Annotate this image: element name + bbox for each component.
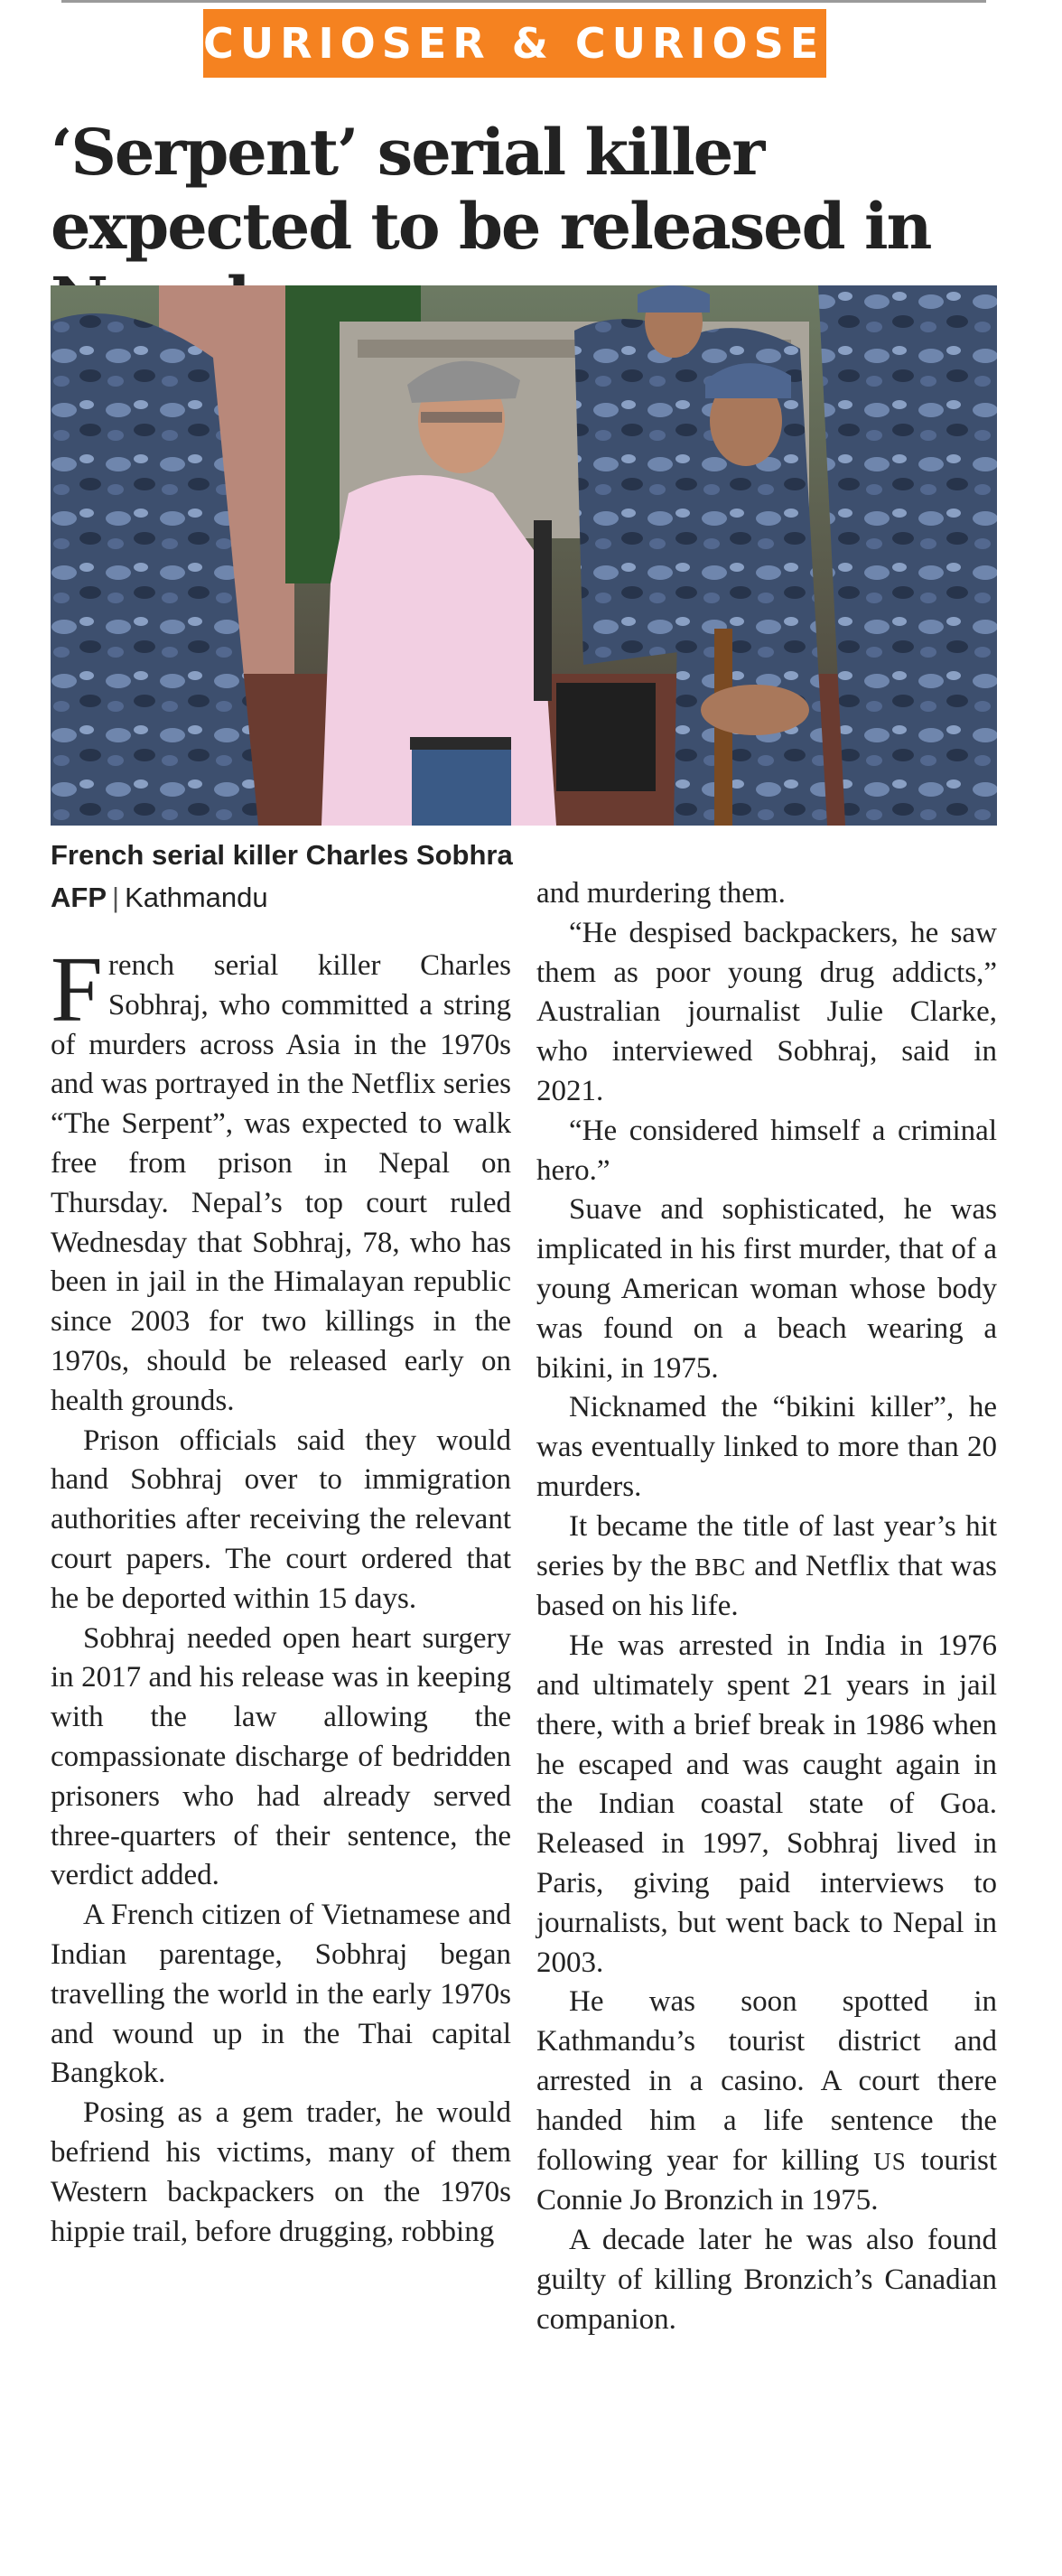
body-paragraph: Nicknamed the “bikini killer”, he was eventually linked to more than 20 murders. (536, 1391, 997, 1503)
bbc-abbreviation: BBC (694, 1553, 747, 1581)
body-paragraph: Sobhraj needed open heart surgery in 2017 and his release was in keeping with the law allowing the compassionate discharge of bedridden prisoners who had already served three-quarters of their sentence, the verdict added. (51, 1621, 511, 1892)
lead-paragraph-text: rench serial killer Charles Sobhraj, who committed a string of murders across Asia in the 1970s and was portrayed in the Netflix series “The Serpent”, was expected to walk free from prison in Nepal on Thursday. Nepal’s top court ruled Wednesday that Sobhraj, 78, who has been in jail in the Himalayan republic since 2003 for two killings in the 1970s, should be released early on health grounds. (51, 949, 511, 1417)
body-paragraph (536, 1983, 997, 2221)
lead-paragraph (51, 938, 511, 1422)
us-abbreviation: US (873, 2147, 907, 2175)
body-paragraph: “He considered himself a criminal hero.” (536, 1114, 997, 1187)
dropcap: F (51, 938, 103, 1041)
body-paragraph: A decade later he was also found guilty of killing Bronzich’s Canadian companion. (536, 2224, 997, 2336)
byline-agency: AFP (51, 882, 107, 913)
article-column-right (536, 874, 997, 2339)
continuation-text: and murdering them. (536, 877, 786, 910)
text-run: It became the title of last year’s hit series by the (536, 1509, 997, 1582)
body-paragraph (536, 1507, 997, 1627)
article-photo (51, 285, 997, 826)
text-run: and Netflix that was based on his life. (536, 1549, 997, 1623)
section-kicker: CURIOSER & CURIOSER (203, 9, 826, 78)
photo-caption: French serial killer Charles Sobhra (51, 839, 513, 871)
text-run: He was soon spotted in Kathmandu’s tourist district and arrested in a casino. A court there handed him a life sentence the following year for killing (536, 1985, 997, 2177)
byline (51, 880, 268, 916)
body-paragraph: Posing as a gem trader, he would befriend his victims, many of them Western backpackers on the 1970s hippie trail, before drugging, robbing (51, 2096, 511, 2248)
text-run: tourist Connie Jo Bronzich in 1975. (536, 2143, 997, 2217)
body-paragraph: Prison officials said they would hand Sobhraj over to immigration authorities after receiving the relevant court papers. The court ordered that he be deported within 15 days. (51, 1423, 511, 1615)
article-headline: ‘Serpent’ serial killer expected to be released in (51, 115, 931, 264)
byline-location: Kathmandu (125, 882, 268, 913)
top-rule (61, 0, 986, 3)
body-paragraph: “He despised backpackers, he saw them as poor young drug addicts,” Australian journalist Julie Clarke, who interviewed Sobhraj, said in 2021. (536, 916, 997, 1107)
byline-separator: | (112, 882, 120, 913)
body-paragraph: A French citizen of Vietnamese and Indian parentage, Sobhraj began travelling the world in the early 1970s and wound up in the Thai capital Bangkok. (51, 1899, 511, 2090)
body-paragraph: Suave and sophisticated, he was implicated in his first murder, that of a young American woman whose body was found on a beach wearing a bikini, in 1975. (536, 1193, 997, 1385)
article-column-left (51, 938, 511, 2252)
body-paragraph: He was arrested in India in 1976 and ultimately spent 21 years in jail there, with a brief break in 1986 when he escaped and was caught again in the Indian coastal state of Goa. Released in 1997, Sobhraj lived in Paris, giving paid interviews to journalists, but went back to Nepal in 2003. (536, 1629, 997, 1979)
